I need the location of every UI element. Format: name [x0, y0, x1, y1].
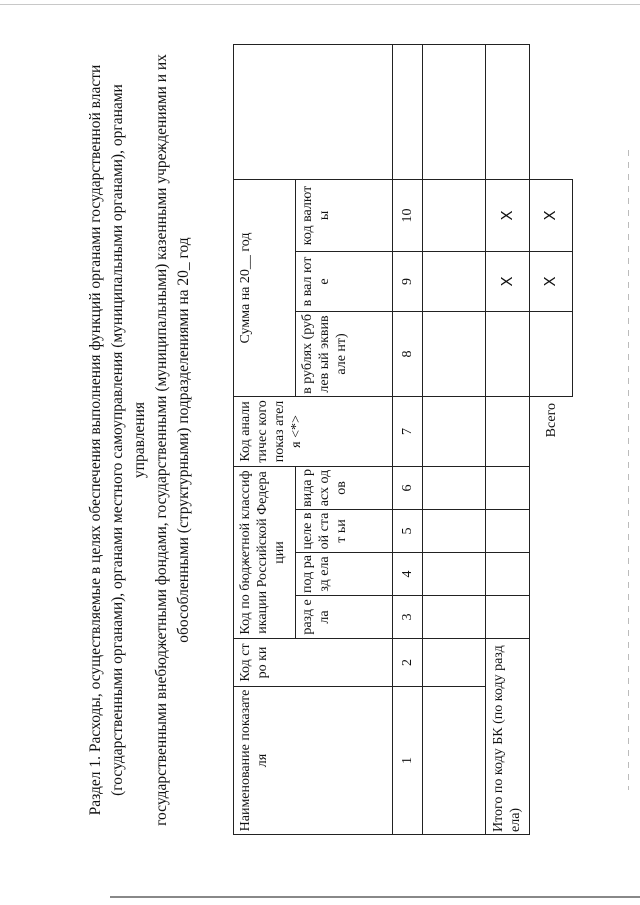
- column-number: 6: [393, 466, 423, 509]
- cell: [485, 510, 529, 553]
- cell: [485, 44, 529, 179]
- column-number: 2: [393, 639, 423, 687]
- header-analytic-code: Код анали тичес кого показ ателя <*>: [234, 396, 393, 466]
- column-number: 4: [393, 553, 423, 596]
- cell: [485, 553, 529, 596]
- cell: [423, 311, 485, 396]
- column-number: 8: [393, 311, 423, 396]
- column-number: 5: [393, 510, 423, 553]
- scan-edge-right: [628, 150, 629, 790]
- heading-line-2: (государственными органами), органами местного самоуправления (муниципальными органами), органами управления: [109, 84, 148, 796]
- header-bk-code: Код по бюджетной классификации Российской Федерации: [234, 466, 296, 638]
- cell: [485, 466, 529, 509]
- header-section: разд ела: [296, 596, 393, 639]
- rotated-page-content: [85, 45, 585, 835]
- cell: [423, 553, 485, 596]
- header-expense-type: вида расх одов: [296, 466, 393, 509]
- heading-line-1: Раздел 1. Расходы, осуществляемые в целях обеспечения выполнения функций органами государственной власти: [87, 64, 104, 816]
- header-in-currency: в вал юте: [296, 251, 393, 311]
- cell: [423, 396, 485, 466]
- header-target-article: целе вой стат ьи: [296, 510, 393, 553]
- heading-line-3: государственными внебюджетными фондами, государственными (муниципальными) казенными учреждениями и их: [153, 54, 170, 826]
- blank-area: [529, 466, 572, 834]
- header-currency-code: код валют ы: [296, 179, 393, 251]
- cross-mark: X: [485, 179, 529, 251]
- table-row: [423, 44, 485, 834]
- header-amount: Сумма на 20__ год: [234, 179, 296, 396]
- scan-edge-bottom: [110, 896, 640, 898]
- cross-mark: X: [485, 251, 529, 311]
- column-number: 3: [393, 596, 423, 639]
- blank-cell: [393, 44, 423, 179]
- cross-mark: X: [529, 179, 572, 251]
- expenses-table: [233, 44, 573, 835]
- scan-edge-top: [0, 4, 640, 5]
- column-number: 1: [393, 687, 423, 835]
- subtotal-row: [485, 44, 529, 834]
- header-name: Наименование показателя: [234, 687, 393, 835]
- heading-line-4: обособленными (структурными) подразделениями на 20_ год: [175, 237, 192, 643]
- total-label: Всего: [529, 396, 572, 466]
- column-numbers-row: [393, 44, 423, 834]
- cell: [485, 396, 529, 466]
- column-number: 10: [393, 179, 423, 251]
- header-subsection: под разд ела: [296, 553, 393, 596]
- cell: [529, 311, 572, 396]
- cell: [423, 44, 485, 179]
- cross-mark: X: [529, 251, 572, 311]
- subtotal-label: Итого по коду БК (по коду раздела): [485, 639, 529, 835]
- cell: [423, 466, 485, 509]
- header-row-code: Код стро ки: [234, 639, 393, 687]
- cell: [423, 179, 485, 251]
- total-row: [529, 44, 572, 834]
- cell: [423, 251, 485, 311]
- blank-area: [529, 44, 572, 179]
- section-heading: [85, 45, 195, 835]
- header-spacer: [234, 44, 393, 179]
- cell: [423, 596, 485, 639]
- cell: [485, 311, 529, 396]
- cell: [423, 510, 485, 553]
- column-number: 9: [393, 251, 423, 311]
- cell: [423, 687, 485, 835]
- cell: [423, 639, 485, 687]
- header-in-rubles: в рублях (рублев ый эквивале нт): [296, 311, 393, 396]
- column-number: 7: [393, 396, 423, 466]
- cell: [485, 596, 529, 639]
